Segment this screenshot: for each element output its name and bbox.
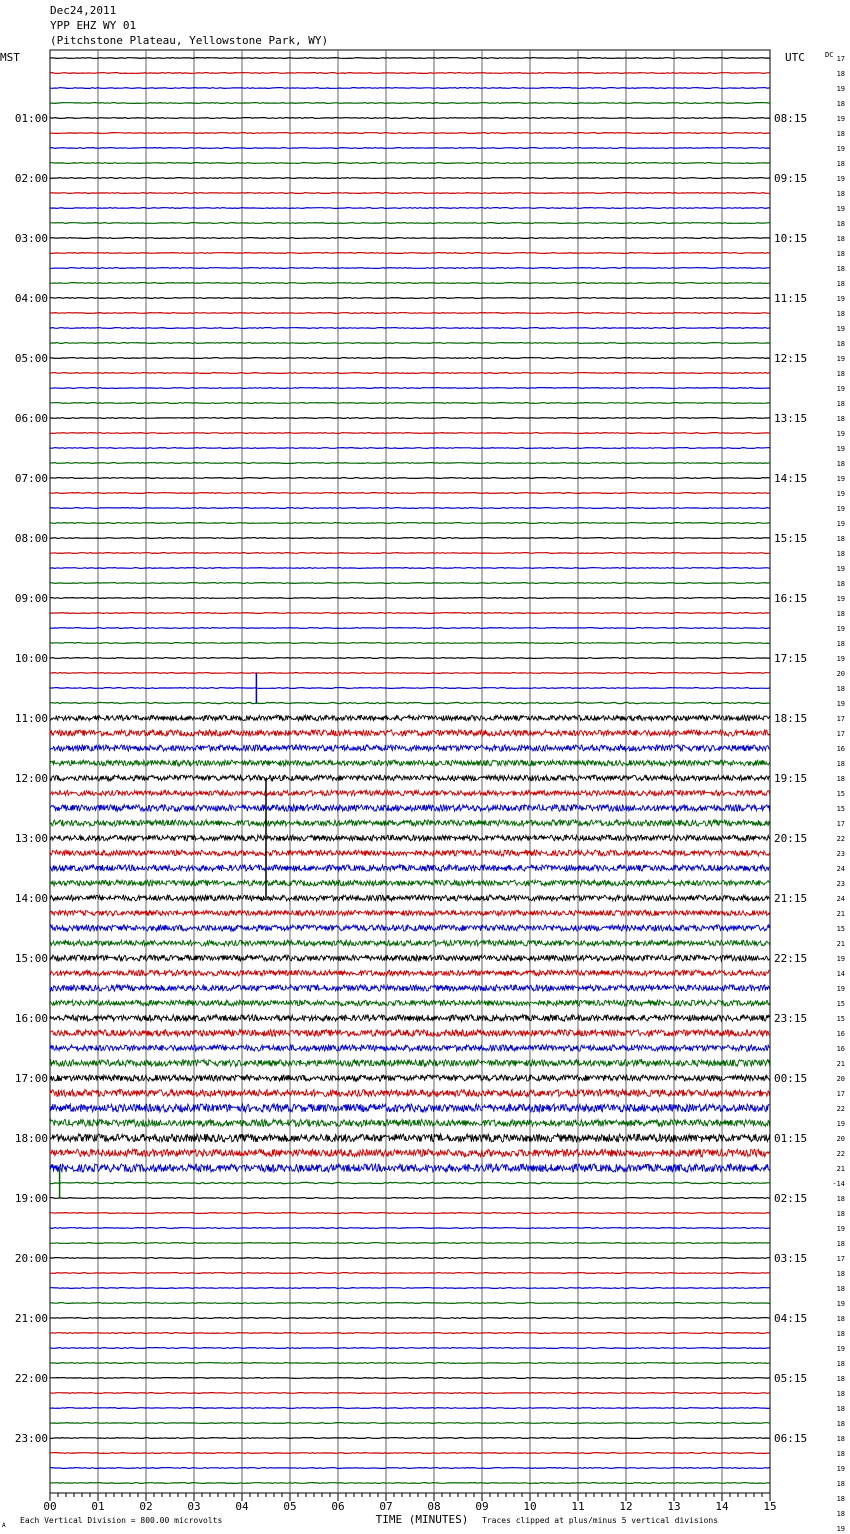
- dc-offset-value: 15: [836, 925, 845, 933]
- seismic-trace: [50, 1120, 770, 1127]
- dc-offset-value: 19: [836, 205, 845, 213]
- dc-offset-value: 18: [836, 1210, 845, 1218]
- seismic-trace: [50, 895, 770, 901]
- dc-offset-value: 18: [836, 550, 845, 558]
- seismic-trace: [50, 1453, 770, 1454]
- seismic-trace: [50, 1363, 770, 1364]
- seismic-trace: [50, 1075, 770, 1081]
- clip-note: Traces clipped at plus/minus 5 vertical divisions: [482, 1516, 719, 1525]
- dc-offset-value: 20: [836, 1075, 845, 1083]
- dc-offset-value: 18: [836, 220, 845, 228]
- dc-offset-value: 18: [836, 640, 845, 648]
- dc-offset-value: 18: [836, 1270, 845, 1278]
- dc-offset-value: 18: [836, 535, 845, 543]
- dc-offset-value: 21: [836, 1165, 845, 1173]
- mst-hour-label: 08:00: [14, 532, 48, 545]
- mst-hour-label: 07:00: [14, 472, 48, 485]
- scale-note: Each Vertical Division = 800.00 microvolts: [20, 1516, 223, 1525]
- seismic-trace: [50, 163, 770, 164]
- seismic-trace: [50, 328, 770, 329]
- dc-offset-value: 21: [836, 940, 845, 948]
- dc-offset-value: 19: [836, 445, 845, 453]
- dc-offset-value: 18: [836, 265, 845, 273]
- seismic-trace: [50, 970, 770, 976]
- dc-offset-value: 18: [836, 160, 845, 168]
- x-tick-label: 07: [379, 1500, 393, 1513]
- utc-hour-label: 20:15: [774, 832, 808, 845]
- seismic-trace: [50, 880, 770, 886]
- dc-offset-value: 24: [836, 865, 845, 873]
- dc-offset-value: 18: [836, 1375, 845, 1383]
- utc-hour-label: 08:15: [774, 112, 808, 125]
- seismic-trace: [50, 865, 770, 871]
- dc-offset-value: 18: [836, 415, 845, 423]
- seismic-trace: [50, 775, 770, 781]
- mst-hour-label: 18:00: [14, 1132, 48, 1145]
- seismic-trace: [50, 1000, 770, 1006]
- mst-hour-label: 05:00: [14, 352, 48, 365]
- seismic-trace: [50, 1182, 770, 1183]
- seismic-trace: [50, 508, 770, 509]
- dc-offset-value: 18: [836, 1315, 845, 1323]
- dc-offset-value: 18: [836, 280, 845, 288]
- mst-hour-label: 11:00: [14, 712, 48, 725]
- seismic-trace: [50, 1333, 770, 1334]
- dc-offset-value: 18: [836, 1330, 845, 1338]
- mst-hour-label: 01:00: [14, 112, 48, 125]
- dc-offset-value: 16: [836, 1030, 845, 1038]
- seismic-trace: [50, 493, 770, 494]
- utc-hour-label: 19:15: [774, 772, 808, 785]
- utc-hour-label: 21:15: [774, 892, 808, 905]
- seismic-trace: [50, 820, 770, 826]
- seismic-trace: [50, 463, 770, 464]
- utc-hour-label: 15:15: [774, 532, 808, 545]
- utc-hour-label: 10:15: [774, 232, 808, 245]
- dc-offset-value: 19: [836, 490, 845, 498]
- seismic-trace: [50, 985, 770, 991]
- dc-offset-value: 20: [836, 1135, 845, 1143]
- mst-hour-label: 23:00: [14, 1432, 48, 1445]
- dc-offset-value: 21: [836, 910, 845, 918]
- dc-offset-value: 18: [836, 1360, 845, 1368]
- seismic-trace: [50, 448, 770, 449]
- seismic-trace: [50, 940, 770, 946]
- utc-hour-label: 05:15: [774, 1372, 808, 1385]
- dc-offset-value: 19: [836, 85, 845, 93]
- seismic-trace: [50, 1408, 770, 1409]
- dc-offset-value: -14: [832, 1180, 845, 1188]
- seismic-trace: [50, 373, 770, 374]
- dc-offset-value: 18: [836, 370, 845, 378]
- dc-offset-value: 19: [836, 430, 845, 438]
- utc-hour-label: 14:15: [774, 472, 808, 485]
- dc-offset-value: 18: [836, 1405, 845, 1413]
- dc-offset-value: 18: [836, 190, 845, 198]
- dc-offset-value: 15: [836, 790, 845, 798]
- dc-offset-value: 19: [836, 700, 845, 708]
- seismic-trace: [50, 1134, 770, 1142]
- dc-offset-value: 18: [836, 460, 845, 468]
- x-tick-label: 04: [235, 1500, 249, 1513]
- seismic-trace: [50, 1423, 770, 1424]
- dc-offset-value: 19: [836, 505, 845, 513]
- seismic-trace: [50, 343, 770, 344]
- dc-offset-value: 16: [836, 1045, 845, 1053]
- mst-hour-label: 20:00: [14, 1252, 48, 1265]
- dc-offset-value: 19: [836, 625, 845, 633]
- mst-hour-label: 13:00: [14, 832, 48, 845]
- seismic-trace: [50, 760, 770, 766]
- dc-offset-value: 19: [836, 475, 845, 483]
- x-tick-label: 09: [475, 1500, 489, 1513]
- x-tick-label: 05: [283, 1500, 297, 1513]
- header-station: YPP EHZ WY 01: [50, 19, 137, 32]
- seismic-trace: [50, 1213, 770, 1214]
- mst-hour-label: 06:00: [14, 412, 48, 425]
- mst-hour-label: 14:00: [14, 892, 48, 905]
- seismic-trace: [50, 1348, 770, 1349]
- seismic-trace: [50, 238, 770, 239]
- dc-offset-value: 18: [836, 1495, 845, 1503]
- dc-offset-value: 18: [836, 1420, 845, 1428]
- utc-hour-label: 09:15: [774, 172, 808, 185]
- dc-offset-value: 18: [836, 340, 845, 348]
- seismic-trace: [50, 133, 770, 134]
- mst-hour-label: 04:00: [14, 292, 48, 305]
- seismic-trace: [50, 583, 770, 584]
- seismic-trace: [50, 790, 770, 795]
- seismic-trace: [50, 1015, 770, 1021]
- seismic-trace: [50, 643, 770, 644]
- seismic-trace: [50, 850, 770, 856]
- utc-hour-label: 06:15: [774, 1432, 808, 1445]
- dc-offset-value: 14: [836, 970, 845, 978]
- seismic-trace: [50, 673, 770, 674]
- seismic-trace: [50, 1090, 770, 1097]
- seismic-trace: [50, 1228, 770, 1229]
- seismic-trace: [50, 88, 770, 89]
- seismic-trace: [50, 313, 770, 314]
- dc-offset-value: 18: [836, 250, 845, 258]
- x-tick-label: 03: [187, 1500, 201, 1513]
- mst-hour-label: 10:00: [14, 652, 48, 665]
- dc-offset-value: 17: [836, 1090, 845, 1098]
- seismic-trace: [50, 598, 770, 599]
- dc-offset-value: 21: [836, 1060, 845, 1068]
- seismic-trace: [50, 910, 770, 915]
- dc-offset-value: 18: [836, 70, 845, 78]
- seismic-trace: [50, 283, 770, 284]
- seismic-trace: [50, 193, 770, 194]
- seismic-trace: [50, 1149, 770, 1156]
- dc-offset-value: 18: [836, 235, 845, 243]
- seismic-trace: [50, 730, 770, 736]
- seismic-trace: [50, 178, 770, 179]
- x-tick-label: 10: [523, 1500, 537, 1513]
- dc-offset-value: 17: [836, 730, 845, 738]
- dc-offset-value: 15: [836, 1015, 845, 1023]
- dc-offset-value: 18: [836, 1285, 845, 1293]
- x-tick-label: 15: [763, 1500, 777, 1513]
- dc-offset-value: 19: [836, 955, 845, 963]
- seismic-trace: [50, 613, 770, 614]
- seismic-trace: [50, 1164, 770, 1172]
- x-tick-label: 08: [427, 1500, 441, 1513]
- seismic-trace: [50, 403, 770, 404]
- dc-offset-value: 19: [836, 1465, 845, 1473]
- seismic-trace: [50, 1318, 770, 1319]
- x-tick-label: 12: [619, 1500, 633, 1513]
- utc-hour-label: 17:15: [774, 652, 808, 665]
- dc-offset-value: 17: [836, 1255, 845, 1263]
- seismic-trace: [50, 1303, 770, 1304]
- dc-offset-value: 19: [836, 595, 845, 603]
- dc-offset-value: 18: [836, 1195, 845, 1203]
- seismic-trace: [50, 1198, 770, 1199]
- mst-hour-label: 03:00: [14, 232, 48, 245]
- seismic-trace: [50, 805, 770, 812]
- seismic-trace: [50, 1030, 770, 1037]
- dc-offset-value: 17: [836, 820, 845, 828]
- x-tick-label: 11: [571, 1500, 585, 1513]
- dc-offset-value: 15: [836, 805, 845, 813]
- dc-offset-value: 19: [836, 145, 845, 153]
- mst-hour-label: 16:00: [14, 1012, 48, 1025]
- seismic-trace: [50, 73, 770, 74]
- seismic-trace: [50, 223, 770, 224]
- seismic-trace: [50, 1104, 770, 1112]
- dc-offset-value: 19: [836, 1300, 845, 1308]
- mst-hour-label: 22:00: [14, 1372, 48, 1385]
- dc-offset-value: 18: [836, 685, 845, 693]
- utc-hour-label: 11:15: [774, 292, 808, 305]
- seismic-trace: [50, 298, 770, 299]
- dc-offset-value: 18: [836, 760, 845, 768]
- dc-offset-value: 19: [836, 1120, 845, 1128]
- seismic-trace: [50, 1045, 770, 1051]
- x-tick-label: 14: [715, 1500, 729, 1513]
- x-axis-label: TIME (MINUTES): [375, 1513, 469, 1526]
- utc-hour-label: 00:15: [774, 1072, 808, 1085]
- dc-offset-value: 23: [836, 880, 845, 888]
- dc-offset-value: 18: [836, 610, 845, 618]
- utc-hour-label: 04:15: [774, 1312, 808, 1325]
- utc-hour-label: 03:15: [774, 1252, 808, 1265]
- seismic-trace: [50, 418, 770, 419]
- seismic-trace: [50, 1243, 770, 1244]
- x-tick-label: 06: [331, 1500, 345, 1513]
- seismic-trace: [50, 538, 770, 539]
- mst-hour-label: 19:00: [14, 1192, 48, 1205]
- seismic-trace: [50, 1288, 770, 1289]
- seismic-trace: [50, 702, 770, 703]
- dc-offset-value: 22: [836, 1105, 845, 1113]
- dc-offset-value: 19: [836, 175, 845, 183]
- seismic-trace: [50, 208, 770, 209]
- seismic-trace: [50, 745, 770, 751]
- seismic-trace: [50, 1393, 770, 1394]
- seismic-trace: [50, 1468, 770, 1469]
- dc-offset-value: 19: [836, 985, 845, 993]
- dc-offset-value: 22: [836, 1150, 845, 1158]
- dc-offset-value: 18: [836, 310, 845, 318]
- seismic-trace: [50, 628, 770, 629]
- dc-offset-value: 17: [836, 55, 845, 63]
- seismic-trace: [50, 658, 770, 659]
- dc-offset-value: 18: [836, 775, 845, 783]
- dc-offset-value: 19: [836, 325, 845, 333]
- dc-offset-value: 19: [836, 1225, 845, 1233]
- seismic-trace: [50, 103, 770, 104]
- seismic-trace: [50, 388, 770, 389]
- seismic-trace: [50, 1438, 770, 1439]
- mst-axis-label: MST: [0, 51, 20, 64]
- mst-hour-label: 02:00: [14, 172, 48, 185]
- seismic-trace: [50, 118, 770, 119]
- mst-hour-label: 12:00: [14, 772, 48, 785]
- seismic-trace: [50, 358, 770, 359]
- utc-axis-label: UTC: [785, 51, 805, 64]
- dc-offset-value: 18: [836, 1480, 845, 1488]
- dc-offset-value: 18: [836, 1390, 845, 1398]
- dc-offset-value: 19: [836, 520, 845, 528]
- seismic-trace: [50, 1258, 770, 1259]
- dc-offset-value: 22: [836, 835, 845, 843]
- seismic-trace: [50, 835, 770, 841]
- header-location: (Pitchstone Plateau, Yellowstone Park, WY): [50, 34, 329, 47]
- seismic-trace: [50, 1273, 770, 1274]
- x-tick-label: 00: [43, 1500, 57, 1513]
- seismic-trace: [50, 925, 770, 931]
- dc-offset-value: 17: [836, 715, 845, 723]
- dc-offset-value: 23: [836, 850, 845, 858]
- dc-offset-value: 18: [836, 1450, 845, 1458]
- dc-offset-value: 19: [836, 1525, 845, 1533]
- utc-hour-label: 12:15: [774, 352, 808, 365]
- seismic-trace: [50, 433, 770, 434]
- seismic-trace: [50, 58, 770, 59]
- x-tick-label: 02: [139, 1500, 153, 1513]
- utc-hour-label: 02:15: [774, 1192, 808, 1205]
- utc-hour-label: 22:15: [774, 952, 808, 965]
- seismic-trace: [50, 268, 770, 269]
- dc-offset-value: 19: [836, 385, 845, 393]
- seismic-trace: [50, 553, 770, 554]
- seismic-trace: [50, 478, 770, 479]
- dc-offset-value: 19: [836, 1345, 845, 1353]
- seismic-trace: [50, 688, 770, 689]
- dc-offset-value: 19: [836, 115, 845, 123]
- dc-offset-value: 18: [836, 130, 845, 138]
- mst-hour-label: 15:00: [14, 952, 48, 965]
- dc-offset-value: 18: [836, 1510, 845, 1518]
- header-date: Dec24,2011: [50, 4, 117, 17]
- utc-hour-label: 18:15: [774, 712, 808, 725]
- mst-hour-label: 09:00: [14, 592, 48, 605]
- dc-offset-value: 19: [836, 355, 845, 363]
- dc-offset-value: 18: [836, 1435, 845, 1443]
- utc-hour-label: 23:15: [774, 1012, 808, 1025]
- seismic-trace: [50, 523, 770, 524]
- utc-hour-label: 16:15: [774, 592, 808, 605]
- dc-offset-value: 18: [836, 100, 845, 108]
- dc-offset-value: 18: [836, 1240, 845, 1248]
- seismic-trace: [50, 253, 770, 254]
- utc-hour-label: 13:15: [774, 412, 808, 425]
- seismic-trace: [50, 1060, 770, 1067]
- utc-hour-label: 01:15: [774, 1132, 808, 1145]
- x-tick-label: 01: [91, 1500, 105, 1513]
- dc-offset-value: 18: [836, 400, 845, 408]
- x-tick-label: 13: [667, 1500, 681, 1513]
- corner-mark: A: [2, 1522, 6, 1529]
- seismic-trace: [50, 1378, 770, 1379]
- dc-offset-value: 15: [836, 1000, 845, 1008]
- dc-offset-value: 19: [836, 295, 845, 303]
- seismic-trace: [50, 715, 770, 720]
- seismic-trace: [50, 955, 770, 961]
- dc-offset-value: 18: [836, 580, 845, 588]
- dc-label: DC: [825, 51, 834, 59]
- mst-hour-label: 21:00: [14, 1312, 48, 1325]
- dc-offset-value: 19: [836, 565, 845, 573]
- seismic-trace: [50, 568, 770, 569]
- dc-offset-value: 24: [836, 895, 845, 903]
- seismic-trace: [50, 1483, 770, 1484]
- plot-frame: [50, 50, 770, 1493]
- mst-hour-label: 17:00: [14, 1072, 48, 1085]
- dc-offset-value: 20: [836, 670, 845, 678]
- dc-offset-value: 16: [836, 745, 845, 753]
- seismic-trace: [50, 148, 770, 149]
- dc-offset-value: 19: [836, 655, 845, 663]
